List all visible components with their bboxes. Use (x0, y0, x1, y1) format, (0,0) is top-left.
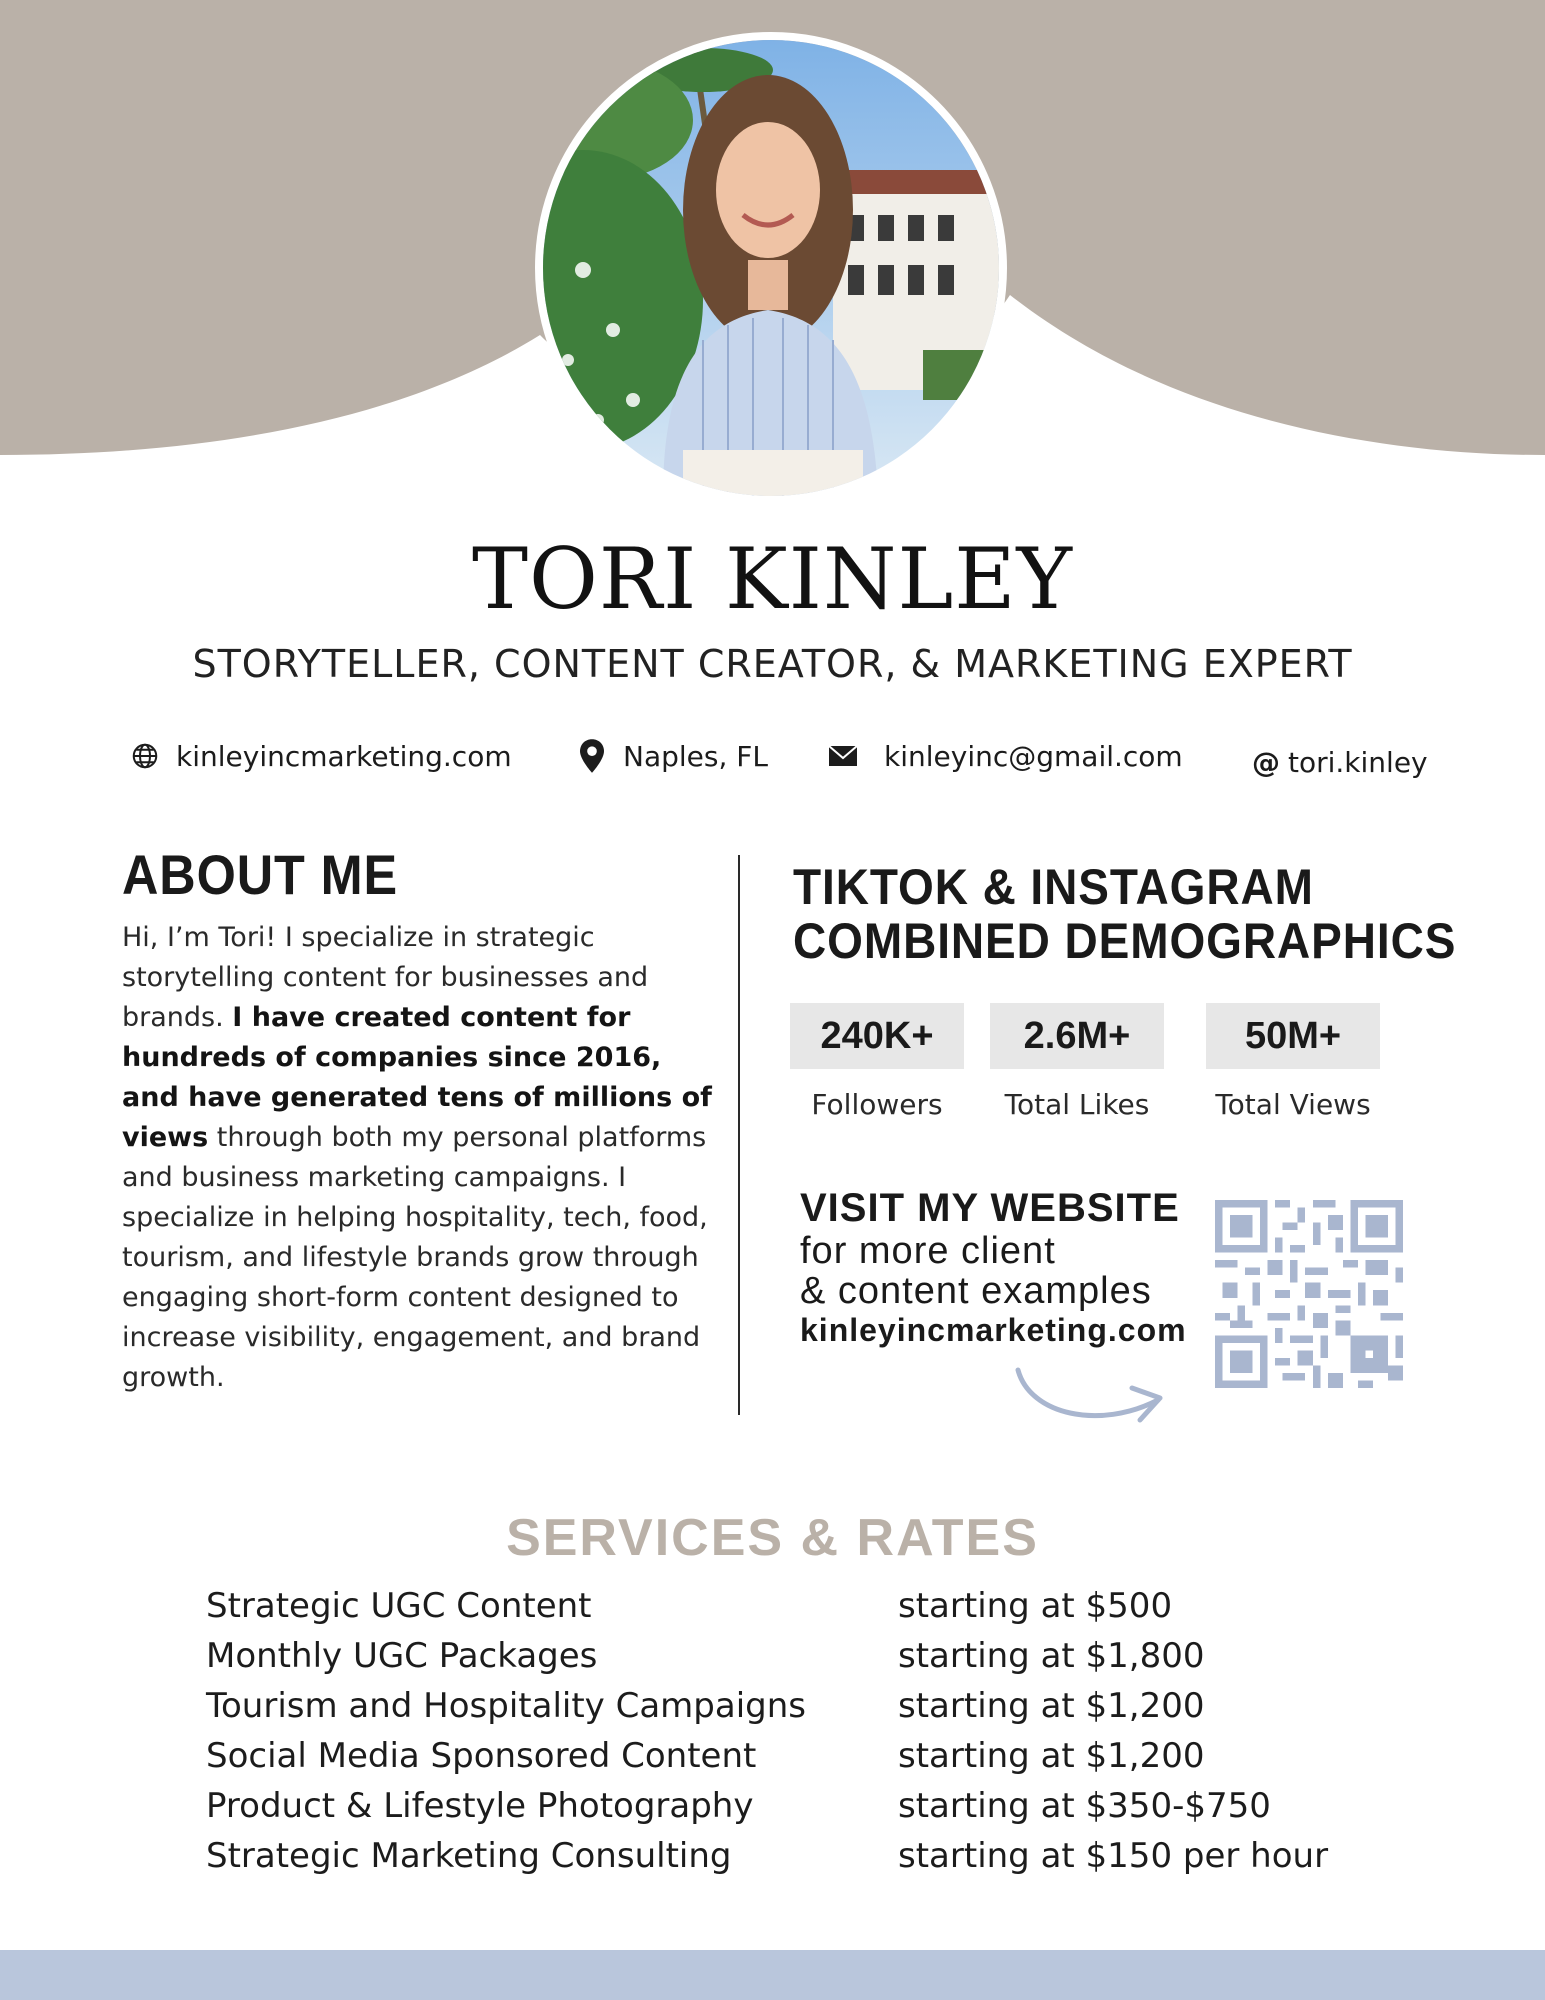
service-name: Tourism and Hospitality Campaigns (206, 1686, 807, 1726)
at-sign-icon: @ (1252, 745, 1280, 779)
service-row (206, 1736, 1406, 1786)
service-row (206, 1836, 1406, 1886)
service-price: starting at $150 per hour (898, 1836, 1329, 1876)
demographics-heading-line1: TIKTOK & INSTAGRAM (793, 859, 1314, 915)
email-text: kinleyinc@gmail.com (884, 739, 1183, 773)
service-name: Strategic UGC Content (206, 1586, 592, 1626)
website-text: kinleyincmarketing.com (176, 739, 512, 773)
map-pin-icon (577, 738, 607, 774)
tagline: STORYTELLER, CONTENT CREATOR, & MARKETING EXPERT (192, 642, 1353, 686)
service-price: starting at $1,800 (898, 1636, 1205, 1676)
services-heading: SERVICES & RATES (506, 1509, 1039, 1567)
service-row (206, 1786, 1406, 1836)
location-text: Naples, FL (623, 739, 768, 773)
visit-website-url[interactable]: kinleyincmarketing.com (800, 1312, 1187, 1348)
envelope-icon (828, 745, 858, 767)
about-text-rest: through both my personal platforms and business marketing campaigns. I specialize in helping hospitality, tech, food, tourism, and lifestyle brands grow through engaging short-form content designed to increase visibility, engagement, and brand growth. (122, 1122, 708, 1393)
stat-followers-label: Followers (811, 1088, 943, 1121)
contact-email[interactable] (828, 736, 1183, 776)
service-name: Social Media Sponsored Content (206, 1736, 757, 1776)
globe-icon (130, 741, 160, 771)
contact-handle[interactable] (1252, 742, 1428, 782)
footer-band (0, 1950, 1545, 2000)
curved-arrow-icon (1010, 1360, 1170, 1430)
service-price: starting at $350-$750 (898, 1786, 1271, 1826)
person-name: TORI KINLEY (471, 530, 1073, 628)
stat-likes-value: 2.6M+ (990, 1003, 1164, 1069)
service-price: starting at $500 (898, 1586, 1173, 1626)
stat-views-label: Total Views (1215, 1088, 1371, 1121)
demographics-heading (793, 860, 1456, 968)
handle-text: tori.kinley (1288, 745, 1428, 779)
about-text (122, 918, 722, 1398)
profile-photo (535, 32, 1007, 504)
service-name: Product & Lifestyle Photography (206, 1786, 754, 1826)
stat-views-value: 50M+ (1206, 1003, 1380, 1069)
about-heading: ABOUT ME (122, 843, 398, 906)
service-price: starting at $1,200 (898, 1686, 1205, 1726)
visit-website-line1: for more client (800, 1230, 1056, 1272)
stat-likes-label: Total Likes (1004, 1088, 1150, 1121)
service-name: Monthly UGC Packages (206, 1636, 598, 1676)
service-price: starting at $1,200 (898, 1736, 1205, 1776)
visit-website-line2: & content examples (800, 1270, 1152, 1312)
service-row (206, 1686, 1406, 1736)
about-text-intro: Hi, I’m Tori! I specialize in strategic storytelling content for businesses and brands. (122, 922, 649, 1033)
contact-location (577, 736, 768, 776)
about-text-highlight: I have created content for hundreds of companies since 2016, and have generated tens of millions of views (122, 1002, 712, 1153)
column-divider (738, 855, 740, 1415)
service-row (206, 1586, 1406, 1636)
demographics-heading-line2: COMBINED DEMOGRAPHICS (793, 913, 1457, 969)
contact-website[interactable] (130, 736, 512, 776)
stat-followers-value: 240K+ (790, 1003, 964, 1069)
service-row (206, 1636, 1406, 1686)
visit-website-heading: VISIT MY WEBSITE (800, 1186, 1180, 1230)
qr-code-icon[interactable] (1215, 1200, 1403, 1388)
service-name: Strategic Marketing Consulting (206, 1836, 732, 1876)
